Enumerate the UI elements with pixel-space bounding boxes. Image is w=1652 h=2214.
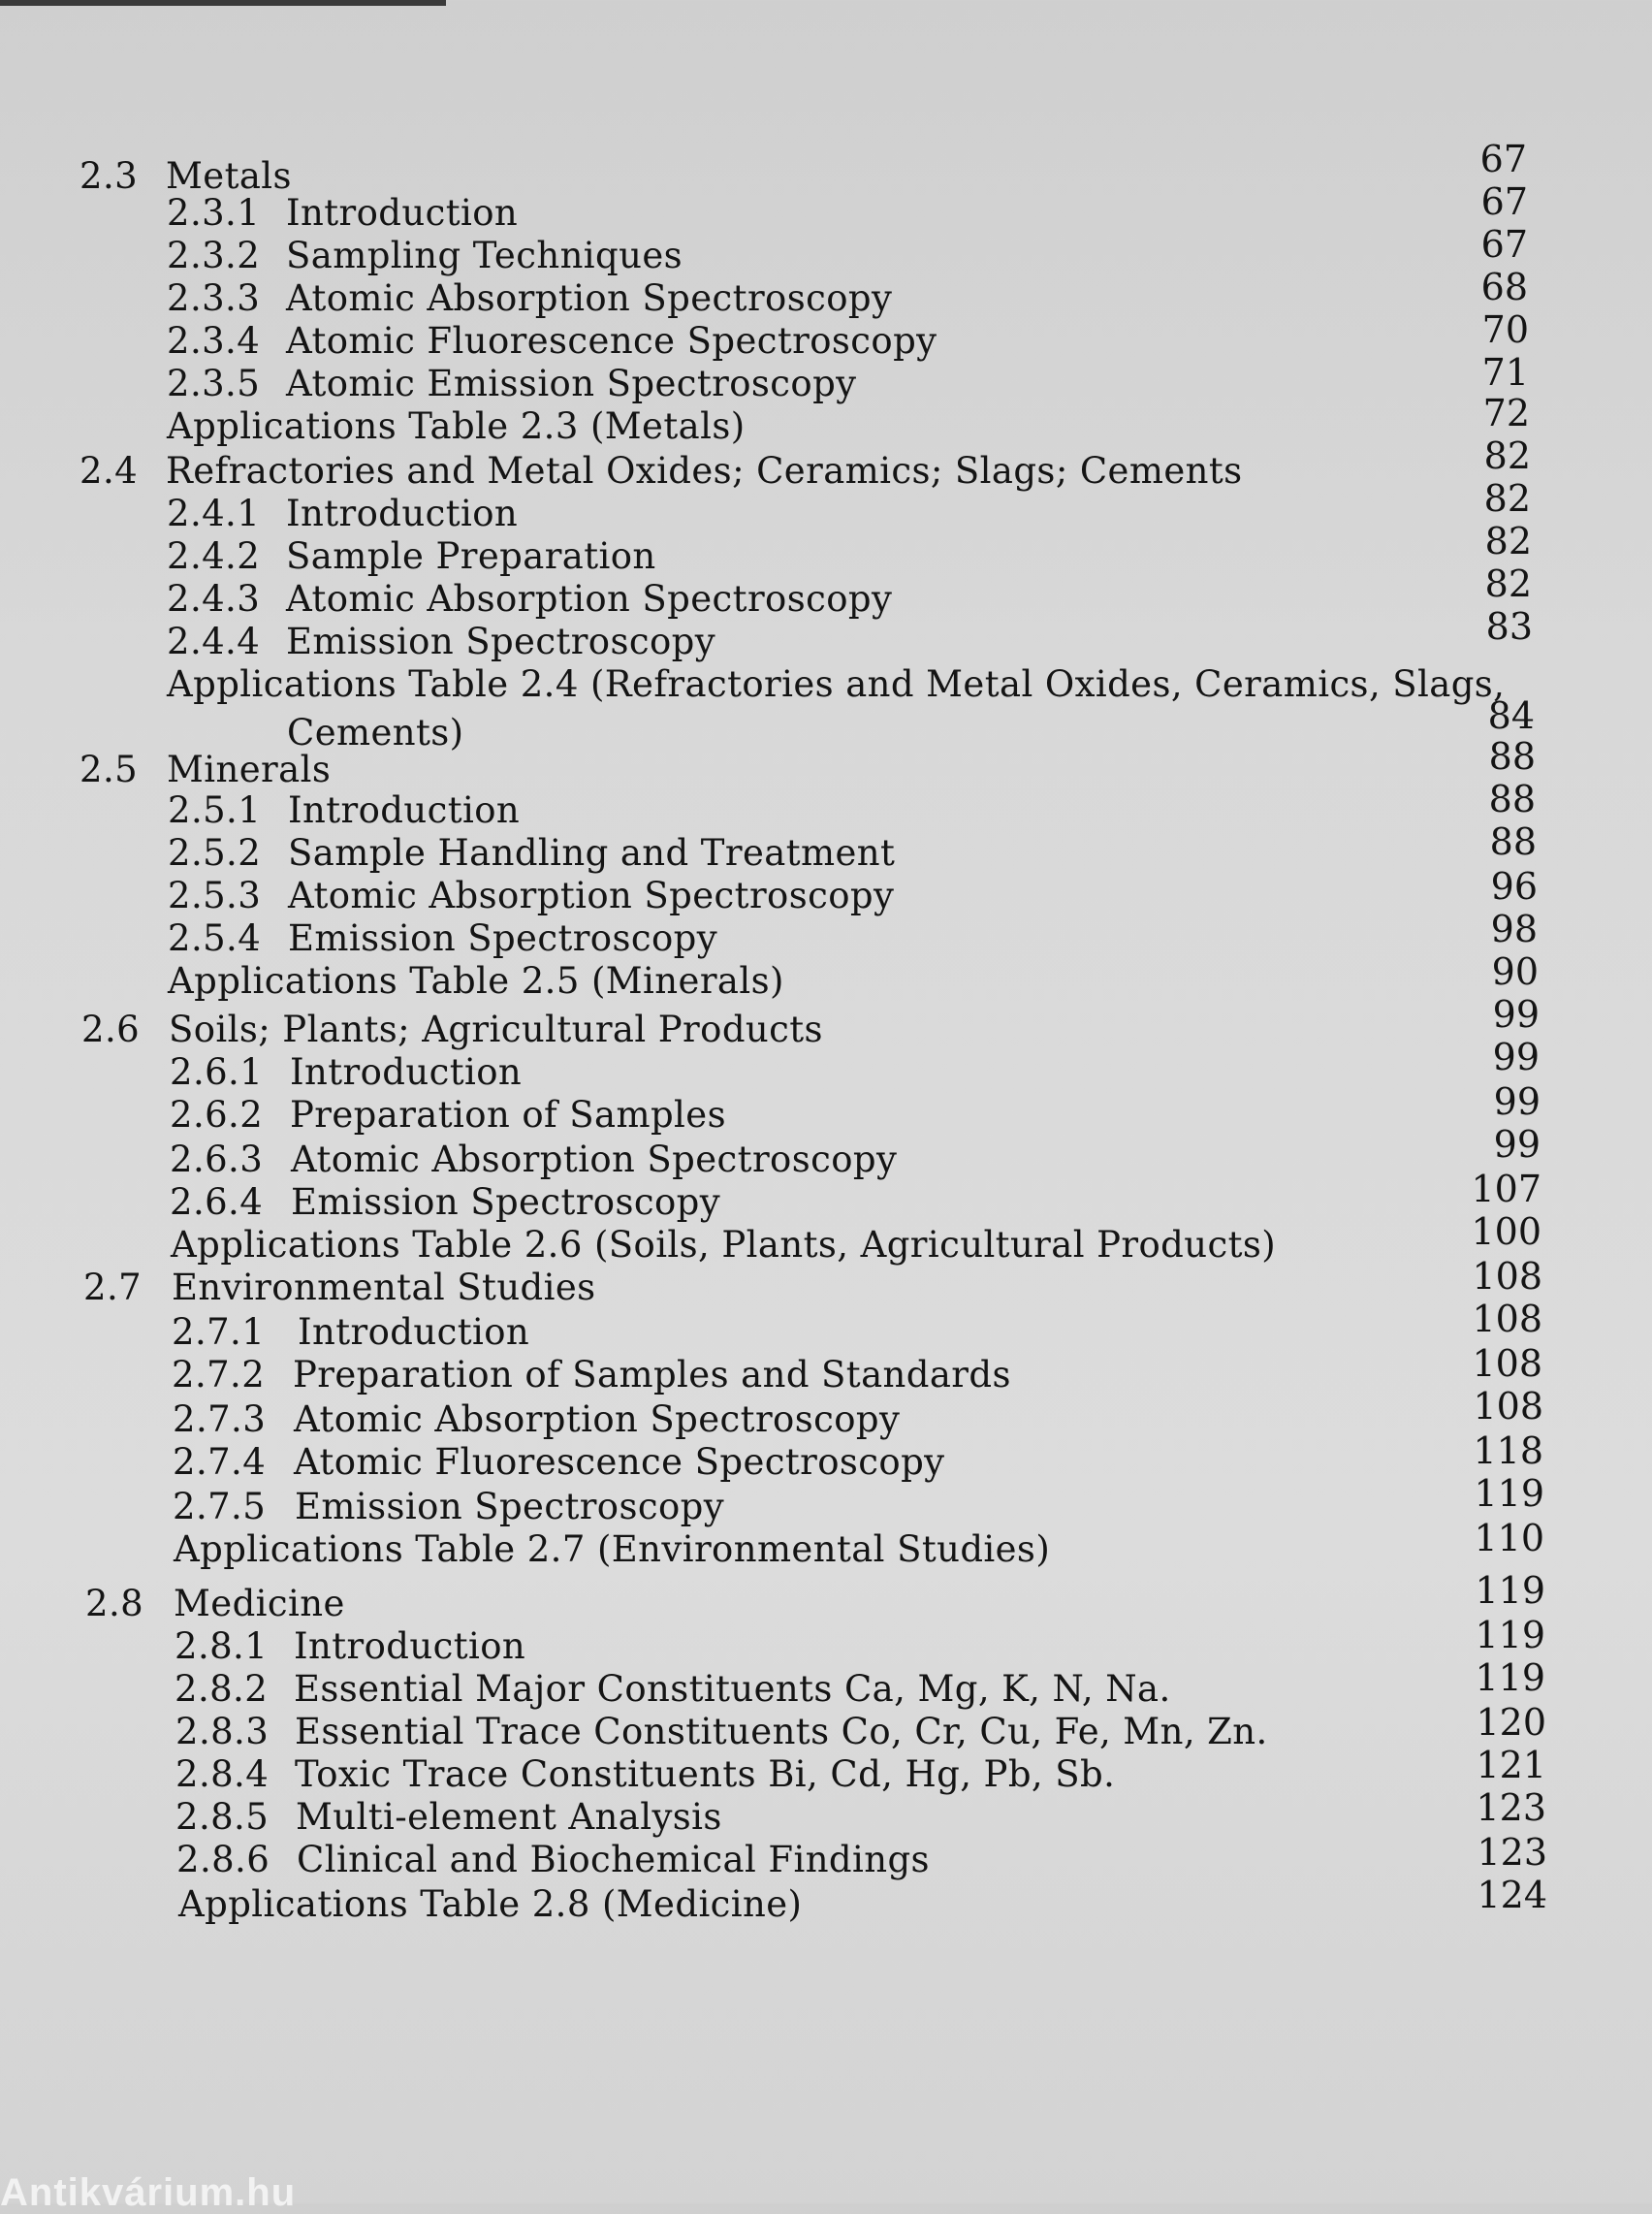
page-number: 107 [1471, 1168, 1541, 1210]
subsection-number: 2.5.1 [168, 789, 262, 831]
page-number: 99 [1492, 1036, 1540, 1078]
subsection-number: 2.8.5 [175, 1796, 270, 1838]
applications-title: Applications Table 2.7 (Environmental Studies) [174, 1528, 1051, 1570]
page-number: 68 [1480, 266, 1528, 308]
subsection-title: Introduction [294, 1625, 526, 1667]
page-number: 82 [1483, 434, 1531, 477]
subsection-title: Essential Major Constituents Ca, Mg, K, N, Na. [294, 1668, 1171, 1710]
subsection-title: Introduction [288, 789, 521, 831]
applications-title: Applications Table 2.6 (Soils, Plants, Agricultural Products) [171, 1224, 1277, 1266]
page-number: 72 [1482, 392, 1530, 434]
subsection-title: Toxic Trace Constituents Bi, Cd, Hg, Pb, Sb. [295, 1753, 1116, 1795]
page-number: 67 [1479, 138, 1527, 180]
subsection-number: 2.4.4 [167, 621, 261, 662]
page-number: 120 [1476, 1701, 1546, 1744]
subsection-title: Emission Spectroscopy [286, 621, 716, 662]
subsection-title: Preparation of Samples and Standards [293, 1354, 1011, 1396]
page-number: 108 [1472, 1342, 1542, 1385]
subsection-title: Emission Spectroscopy [288, 917, 718, 959]
applications-title: Applications Table 2.5 (Minerals) [168, 960, 784, 1002]
applications-title: Applications Table 2.4 (Refractories and Metal Oxides, Ceramics, Slags, [167, 663, 1506, 705]
subsection-title: Emission Spectroscopy [295, 1486, 725, 1527]
page-number: 70 [1481, 308, 1529, 351]
subsection-title: Atomic Absorption Spectroscopy [286, 277, 893, 319]
page-number: 108 [1472, 1255, 1542, 1298]
section-title: Metals [166, 155, 292, 197]
subsection-number: 2.3.5 [167, 363, 261, 404]
section-title: Soils; Plants; Agricultural Products [169, 1009, 823, 1050]
section-number: 2.5 [79, 749, 139, 790]
page-number: 99 [1492, 993, 1540, 1036]
page-number: 88 [1488, 735, 1536, 778]
applications-title: Applications Table 2.3 (Metals) [167, 405, 746, 447]
section-number: 2.3 [79, 155, 139, 197]
subsection-title: Introduction [286, 493, 519, 534]
page-number: 124 [1477, 1874, 1547, 1916]
subsection-number: 2.3.1 [167, 192, 261, 234]
subsection-title: Preparation of Samples [290, 1094, 726, 1136]
page-number: 71 [1481, 351, 1529, 394]
page-number: 119 [1474, 1472, 1544, 1515]
section-number: 2.6 [81, 1009, 141, 1050]
applications-title: Applications Table 2.8 (Medicine) [178, 1883, 803, 1925]
subsection-title: Atomic Absorption Spectroscopy [286, 578, 893, 620]
section-title: Medicine [174, 1583, 345, 1624]
page-number: 67 [1480, 223, 1528, 266]
page-number: 99 [1493, 1080, 1541, 1123]
subsection-title: Atomic Absorption Spectroscopy [291, 1139, 898, 1180]
page-number: 108 [1472, 1298, 1542, 1340]
page-number: 121 [1476, 1744, 1546, 1786]
subsection-number: 2.3.2 [167, 235, 261, 276]
subsection-number: 2.8.4 [175, 1753, 270, 1795]
page-number: 108 [1473, 1385, 1543, 1428]
subsection-number: 2.5.2 [168, 832, 262, 874]
page-number: 90 [1491, 950, 1539, 993]
page-number: 100 [1471, 1210, 1541, 1253]
subsection-number: 2.7.1 [172, 1311, 266, 1353]
subsection-number: 2.4.3 [167, 578, 261, 620]
subsection-title: Introduction [286, 192, 519, 234]
subsection-title: Clinical and Biochemical Findings [297, 1839, 930, 1880]
subsection-title: Multi-element Analysis [296, 1796, 722, 1838]
subsection-title: Atomic Emission Spectroscopy [286, 363, 857, 404]
subsection-number: 2.7.3 [173, 1398, 267, 1440]
subsection-title: Introduction [298, 1311, 530, 1353]
page-number: 88 [1489, 820, 1537, 863]
subsection-number: 2.5.4 [168, 917, 262, 959]
page-number: 123 [1476, 1786, 1546, 1829]
page-number: 123 [1477, 1831, 1547, 1874]
subsection-number: 2.7.2 [172, 1354, 266, 1396]
subsection-number: 2.6.2 [170, 1094, 264, 1136]
page-number: 96 [1490, 865, 1538, 908]
subsection-title: Sampling Techniques [286, 235, 683, 276]
subsection-title: Atomic Fluorescence Spectroscopy [286, 320, 937, 362]
page-number: 82 [1484, 520, 1532, 562]
subsection-number: 2.4.1 [167, 493, 261, 534]
subsection-title: Atomic Absorption Spectroscopy [294, 1398, 901, 1440]
subsection-title: Sample Preparation [286, 535, 656, 577]
subsection-title: Introduction [290, 1051, 523, 1093]
subsection-number: 2.8.1 [175, 1625, 269, 1667]
page-number: 119 [1475, 1569, 1545, 1612]
subsection-number: 2.8.6 [176, 1839, 270, 1880]
page-number: 88 [1488, 778, 1536, 820]
subsection-number: 2.7.4 [173, 1441, 267, 1483]
page-number: 83 [1485, 605, 1533, 648]
page-number: 82 [1483, 477, 1531, 520]
subsection-title: Essential Trace Constituents Co, Cr, Cu, Fe, Mn, Zn. [295, 1711, 1268, 1752]
subsection-number: 2.6.4 [170, 1181, 264, 1223]
page-number: 84 [1487, 694, 1535, 737]
section-title: Refractories and Metal Oxides; Ceramics; Slags; Cements [166, 450, 1243, 492]
section-number: 2.8 [85, 1583, 144, 1624]
subsection-title: Emission Spectroscopy [291, 1181, 721, 1223]
subsection-number: 2.7.5 [173, 1486, 267, 1527]
subsection-number: 2.8.2 [175, 1668, 269, 1710]
subsection-title: Atomic Fluorescence Spectroscopy [294, 1441, 945, 1483]
page-number: 119 [1475, 1656, 1545, 1699]
subsection-title: Sample Handling and Treatment [288, 832, 896, 874]
subsection-number: 2.3.3 [167, 277, 261, 319]
page-number: 67 [1480, 180, 1528, 223]
subsection-title: Atomic Absorption Spectroscopy [288, 875, 895, 916]
section-title: Environmental Studies [172, 1267, 596, 1308]
subsection-number: 2.6.1 [170, 1051, 264, 1093]
watermark: Antikvárium.hu [0, 2171, 297, 2214]
page-number: 118 [1473, 1429, 1543, 1472]
subsection-number: 2.6.3 [170, 1139, 264, 1180]
subsection-number: 2.4.2 [167, 535, 261, 577]
page-number: 82 [1484, 562, 1532, 605]
page-number: 99 [1493, 1123, 1541, 1166]
applications-title-continued: Cements) [287, 712, 464, 754]
page-number: 98 [1490, 908, 1538, 950]
page-number: 110 [1474, 1517, 1544, 1559]
subsection-number: 2.3.4 [167, 320, 261, 362]
subsection-number: 2.5.3 [168, 875, 262, 916]
section-title: Minerals [167, 749, 332, 790]
section-number: 2.7 [83, 1267, 143, 1308]
page-number: 119 [1475, 1614, 1545, 1656]
section-number: 2.4 [79, 450, 139, 492]
subsection-number: 2.8.3 [175, 1711, 270, 1752]
